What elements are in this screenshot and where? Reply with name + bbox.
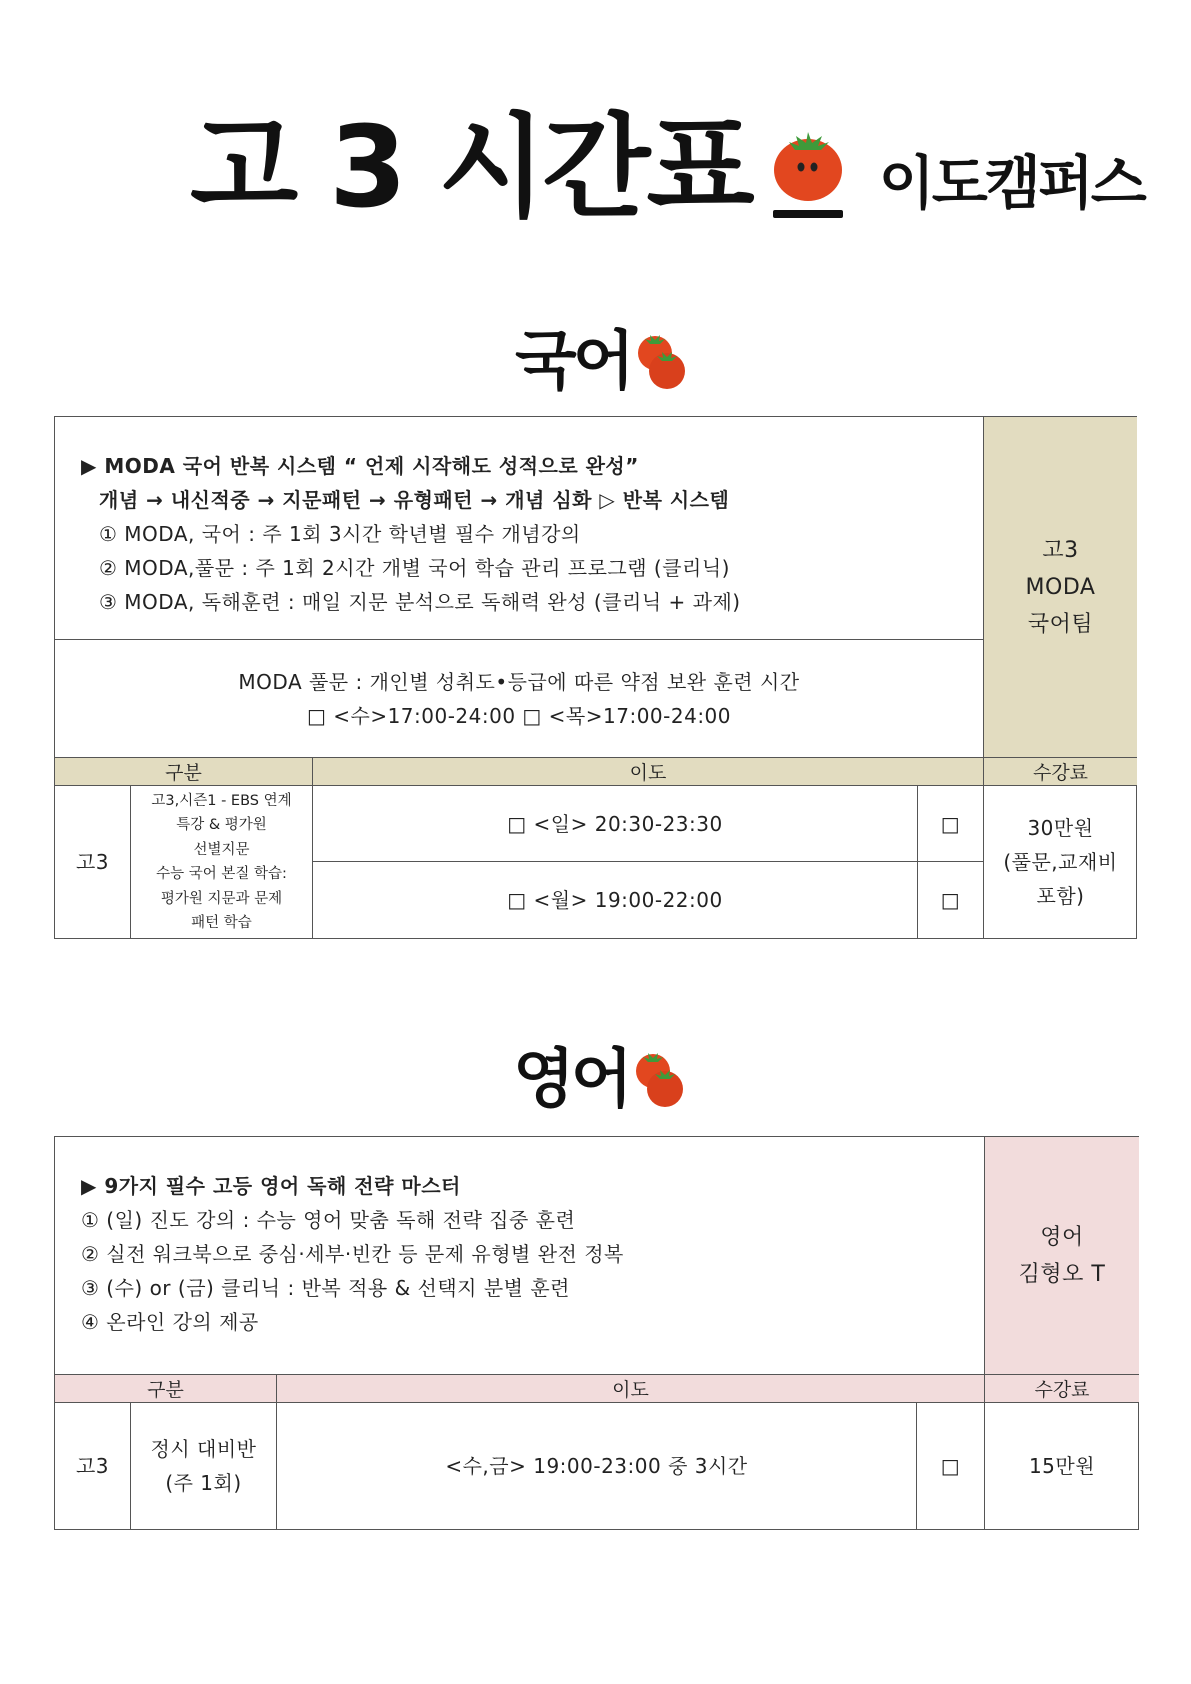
schedule-checkbox[interactable]: □ (917, 785, 983, 861)
english-teacher-panel (984, 1137, 1139, 1374)
korean-section-label: 국어 (515, 325, 631, 399)
korean-item: ③ MODA, 독해훈련 : 매일 지문 분석으로 독해력 완성 (클리닉 + 과제) (99, 590, 741, 614)
english-section-label: 영어 (513, 1043, 629, 1117)
table-header-location: 이도 (276, 1374, 984, 1402)
english-headline: ▶ 9가지 필수 고등 영어 독해 전략 마스터 (81, 1174, 461, 1198)
korean-team-panel (983, 417, 1137, 757)
table-header-fee: 수강료 (983, 757, 1137, 785)
english-item: ④ 온라인 강의 제공 (81, 1310, 259, 1334)
english-item: ① (일) 진도 강의 : 수능 영어 맞춤 독해 전략 집중 훈련 (81, 1208, 576, 1232)
course-desc-line: 고3,시즌1 - EBS 연계 (151, 792, 292, 809)
pulmun-schedule: □ <수>17:00-24:00 □ <목>17:00-24:00 (306, 703, 732, 728)
course-desc-line: 특강 & 평가원 (176, 817, 267, 833)
english-box (54, 1136, 1139, 1530)
english-section-title (513, 1043, 689, 1117)
schedule-time: <수,금> 19:00-23:00 중 3시간 (276, 1402, 916, 1529)
tomato-icon (631, 1049, 689, 1111)
korean-section-title (515, 325, 691, 399)
tomato-icon (633, 331, 691, 393)
campus-name: 이도캠퍼스 (878, 149, 1144, 217)
fee-amount: 30만원 (1027, 816, 1094, 840)
course-desc-line: 패턴 학습 (191, 915, 252, 931)
course-desc-line: 수능 국어 본질 학습: (156, 866, 287, 882)
korean-pulmun-panel (55, 639, 983, 757)
english-description (55, 1137, 984, 1374)
team-name: 국어팀 (1027, 611, 1094, 637)
korean-headline: ▶ MODA 국어 반복 시스템 “ 언제 시작해도 성적으로 완성” (81, 454, 639, 478)
course-frequency: (주 1회) (165, 1471, 242, 1495)
table-header-category: 구분 (55, 1374, 276, 1402)
english-item: ③ (수) or (금) 클리닉 : 반복 적용 & 선택지 분별 훈련 (81, 1276, 570, 1300)
fee-cell (983, 785, 1137, 938)
korean-flow: 개념 → 내신적중 → 지문패턴 → 유형패턴 → 개념 심화 ▷ 반복 시스템 (99, 488, 730, 512)
teacher-name: 김형오 T (1018, 1261, 1106, 1287)
table-grade: 고3 (55, 1402, 130, 1529)
korean-item: ① MODA, 국어 : 주 1회 3시간 학년별 필수 개념강의 (99, 522, 581, 546)
teacher-subject: 영어 (1040, 1224, 1084, 1250)
team-grade: 고3 (1042, 537, 1079, 563)
table-header-location: 이도 (312, 757, 983, 785)
course-name-cell (130, 1402, 276, 1529)
course-desc-line: 평가원 지문과 문제 (160, 890, 283, 907)
fee-note: 포함) (1036, 884, 1085, 908)
english-item: ② 실전 워크북으로 중심·세부·빈칸 등 문제 유형별 완전 정복 (81, 1242, 624, 1266)
korean-description (55, 417, 983, 639)
course-description (130, 785, 312, 938)
fee-note: (풀문,교재비 (1003, 850, 1118, 874)
page-header (190, 103, 1144, 233)
team-brand: MODA (1025, 574, 1096, 600)
schedule-checkbox[interactable]: □ (917, 861, 983, 938)
table-header-fee: 수강료 (984, 1374, 1139, 1402)
korean-box (54, 416, 1137, 939)
tomato-mascot-icon (769, 112, 847, 222)
table-header-category: 구분 (55, 757, 312, 785)
schedule-time: □ <일> 20:30-23:30 (312, 785, 917, 861)
schedule-checkbox[interactable]: □ (916, 1402, 984, 1529)
korean-item: ② MODA,풀문 : 주 1회 2시간 개별 국어 학습 관리 프로그램 (클리닉) (99, 556, 730, 580)
page-title: 고 3 시간표 (190, 103, 751, 233)
fee-amount: 15만원 (984, 1402, 1139, 1529)
schedule-time: □ <월> 19:00-22:00 (312, 861, 917, 938)
pulmun-description: MODA 풀문 : 개인별 성취도•등급에 따른 약점 보완 훈련 시간 (238, 669, 800, 694)
table-grade: 고3 (55, 785, 130, 938)
course-name: 정시 대비반 (150, 1437, 257, 1461)
course-desc-line: 선별지문 (193, 841, 250, 858)
